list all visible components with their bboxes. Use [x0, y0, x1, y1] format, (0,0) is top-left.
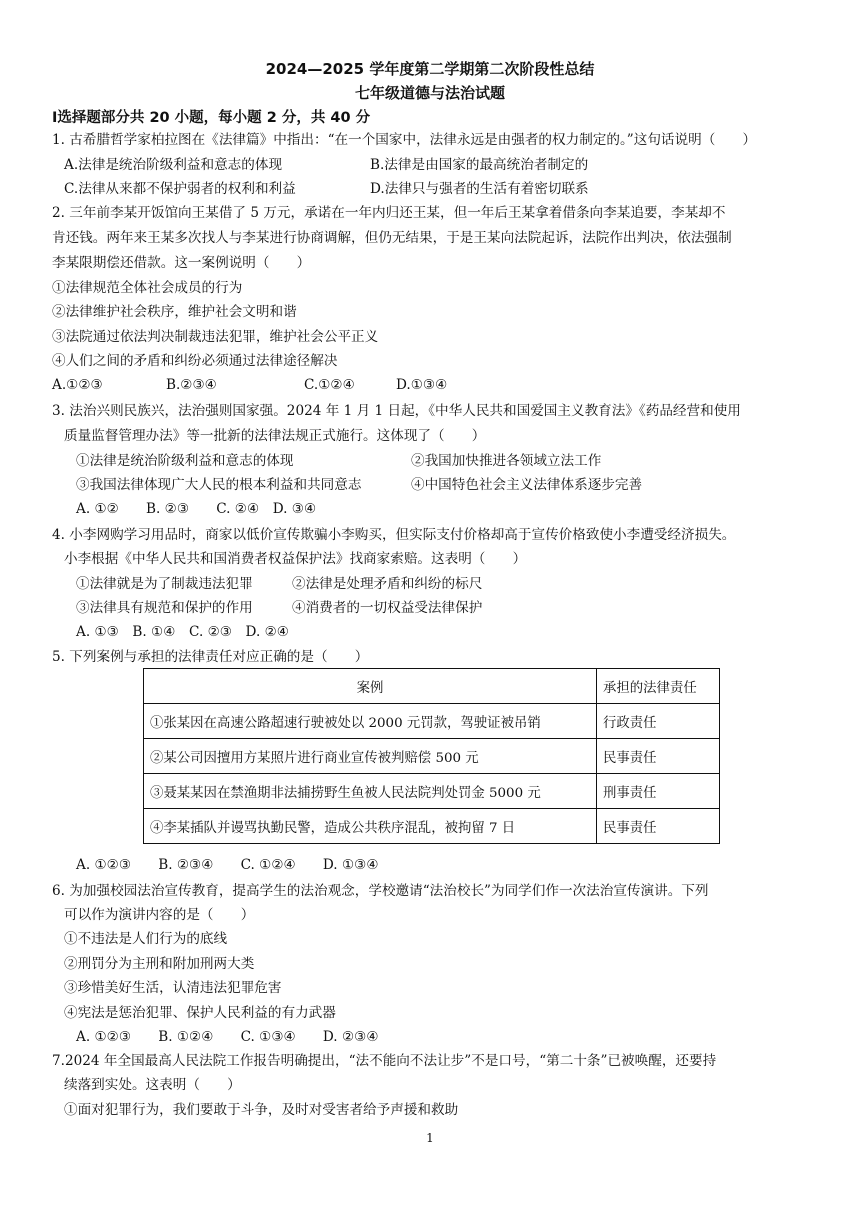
- q6-stem-line1: 6. 为加强校园法治宣传教育，提高学生的法治观念，学校邀请“法治校长”为同学们作一次法治宣传演讲。下列: [52, 883, 709, 899]
- q6-item-1: ①不违法是人们行为的底线: [64, 931, 228, 947]
- q3-item-4: ④中国特色社会主义法律体系逐步完善: [411, 477, 643, 493]
- q2-option-b: B.②③④: [166, 377, 217, 393]
- q2-item-4: ④人们之间的矛盾和纠纷必须通过法律途径解决: [52, 353, 338, 369]
- q6-item-4: ④宪法是惩治犯罪、保护人民利益的有力武器: [64, 1005, 336, 1021]
- q3-stem-line2: 质量监督管理办法》等一批新的法律法规正式施行。这体现了（ ）: [64, 428, 486, 444]
- q4-stem-line2: 小李根据《中华人民共和国消费者权益保护法》找商家索赔。这表明（ ）: [64, 551, 527, 567]
- case-cell: ①张某因在高速公路超速行驶被处以 2000 元罚款，驾驶证被吊销: [144, 704, 597, 739]
- responsibility-column-header: 承担的法律责任: [597, 669, 720, 704]
- page-number: 1: [426, 1131, 434, 1145]
- section-heading: Ⅰ选择题部分共 20 小题，每小题 2 分，共 40 分: [52, 110, 371, 126]
- q4-item-1: ①法律就是为了制裁违法犯罪: [76, 576, 253, 592]
- q4-item-3: ③法律具有规范和保护的作用: [76, 600, 253, 616]
- q1-stem: 1. 古希腊哲学家柏拉图在《法律篇》中指出：“在一个国家中，法律永远是由强者的权力制定的。”这句话说明（ ）: [52, 132, 757, 148]
- q1-option-a: A.法律是统治阶级利益和意志的体现: [64, 157, 283, 173]
- q2-option-a: A.①②③: [52, 377, 103, 393]
- q7-item-1: ①面对犯罪行为，我们要敢于斗争，及时对受害者给予声援和救助: [64, 1102, 459, 1118]
- table-row: [144, 704, 720, 739]
- case-cell: ②某公司因擅用方某照片进行商业宣传被判赔偿 500 元: [144, 739, 597, 774]
- q4-stem-line1: 4. 小李网购学习用品时，商家以低价宣传欺骗小李购买，但实际支付价格却高于宣传价格致使小李遭受经济损失。: [52, 527, 736, 543]
- q4-options: A. ①③ B. ①④ C. ②③ D. ②④: [76, 624, 289, 640]
- responsibility-cell: 刑事责任: [597, 774, 720, 809]
- q2-option-c: C.①②④: [304, 377, 355, 393]
- case-table: [143, 668, 720, 844]
- q2-stem-line3: 李某限期偿还借款。这一案例说明（ ）: [52, 255, 311, 271]
- q2-item-2: ②法律维护社会秩序，维护社会文明和谐: [52, 304, 297, 320]
- q5-stem: 5. 下列案例与承担的法律责任对应正确的是（ ）: [52, 649, 369, 665]
- q3-item-3: ③我国法律体现广大人民的根本利益和共同意志: [76, 477, 362, 493]
- q2-stem-line2: 肯还钱。两年来王某多次找人与李某进行协商调解，但仍无结果，于是王某向法院起诉，法院作出判决，依法强制: [52, 230, 732, 246]
- q5-options: A. ①②③ B. ②③④ C. ①②④ D. ①③④: [76, 857, 379, 873]
- case-column-header: 案例: [144, 669, 597, 704]
- q7-stem-line1: 7.2024 年全国最高人民法院工作报告明确提出，“法不能向不法让步”不是口号，“第二十条”已被唤醒，还要持: [52, 1053, 717, 1069]
- exam-title: 2024—2025 学年度第二学期第二次阶段性总结: [265, 60, 595, 78]
- case-table-header: [144, 669, 720, 704]
- responsibility-cell: 民事责任: [597, 739, 720, 774]
- q3-stem-line1: 3. 法治兴则民族兴，法治强则国家强。2024 年 1 月 1 日起，《中华人民共和国爱国主义教育法》《药品经营和使用: [52, 403, 741, 419]
- q7-stem-line2: 续落到实处。这表明（ ）: [64, 1077, 241, 1093]
- table-row: [144, 739, 720, 774]
- q2-item-3: ③法院通过依法判决制裁违法犯罪，维护社会公平正义: [52, 329, 379, 345]
- q3-item-2: ②我国加快推进各领域立法工作: [411, 453, 602, 469]
- q2-stem-line1: 2. 三年前李某开饭馆向王某借了 5 万元，承诺在一年内归还王某，但一年后王某拿着借条向李某追要，李某却不: [52, 205, 726, 221]
- q6-item-3: ③珍惜美好生活，认清违法犯罪危害: [64, 980, 282, 996]
- responsibility-cell: 民事责任: [597, 809, 720, 844]
- q4-item-2: ②法律是处理矛盾和纠纷的标尺: [292, 576, 483, 592]
- case-cell: ④李某插队并谩骂执勤民警，造成公共秩序混乱，被拘留 7 日: [144, 809, 597, 844]
- q2-option-d: D.①③④: [396, 377, 448, 393]
- case-cell: ③聂某某因在禁渔期非法捕捞野生鱼被人民法院判处罚金 5000 元: [144, 774, 597, 809]
- q6-item-2: ②刑罚分为主刑和附加刑两大类: [64, 956, 255, 972]
- responsibility-cell: 行政责任: [597, 704, 720, 739]
- q6-options: A. ①②③ B. ①②④ C. ①③④ D. ②③④: [76, 1029, 379, 1045]
- table-row: [144, 774, 720, 809]
- q1-option-b: B.法律是由国家的最高统治者制定的: [370, 157, 589, 173]
- q1-option-d: D.法律只与强者的生活有着密切联系: [370, 181, 589, 197]
- q2-item-1: ①法律规范全体社会成员的行为: [52, 280, 243, 296]
- q4-item-4: ④消费者的一切权益受法律保护: [292, 600, 483, 616]
- table-row: [144, 809, 720, 844]
- q1-option-c: C.法律从来都不保护弱者的权利和利益: [64, 181, 296, 197]
- exam-subtitle: 七年级道德与法治试题: [354, 84, 505, 102]
- q3-item-1: ①法律是统治阶级利益和意志的体现: [76, 453, 294, 469]
- q3-options: A. ①② B. ②③ C. ②④ D. ③④: [76, 501, 317, 517]
- q6-stem-line2: 可以作为演讲内容的是（ ）: [64, 907, 255, 923]
